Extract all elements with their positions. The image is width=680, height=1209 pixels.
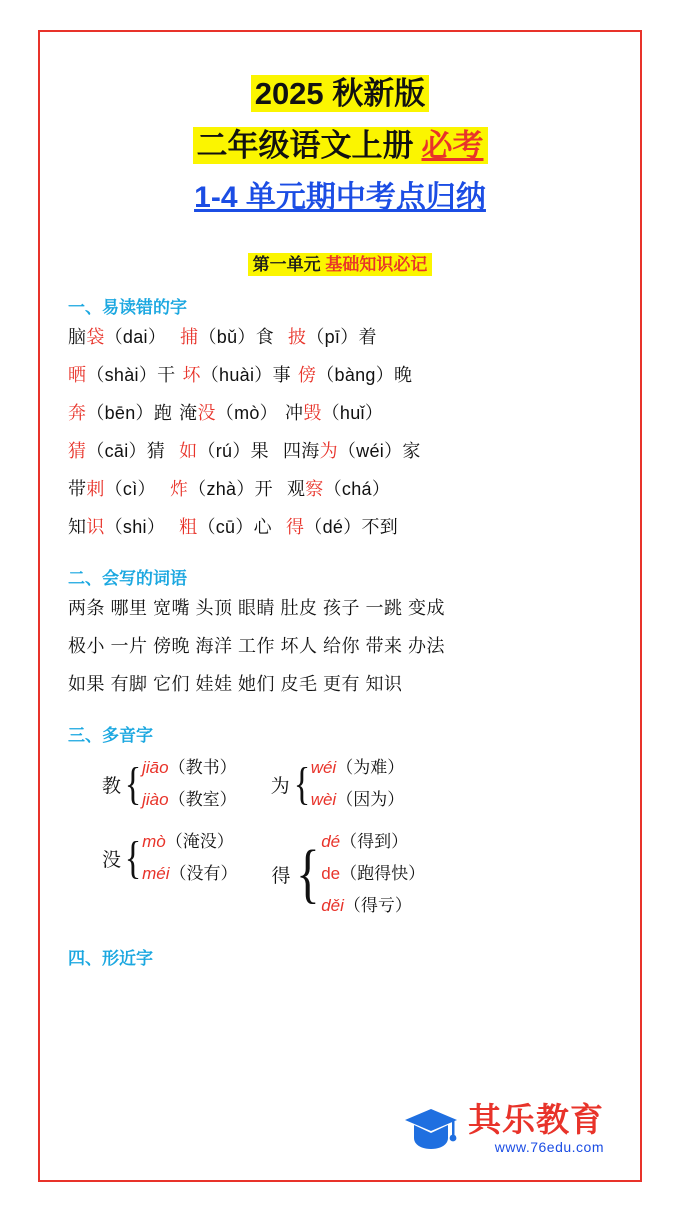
polyphone-reading [321, 890, 425, 922]
page-border-frame [38, 30, 642, 1182]
title-line-3-text: 1-4 单元期中考点归纳 [194, 181, 486, 214]
char-text-red: 粗 [179, 517, 198, 537]
char-text-red: 晒 [68, 365, 87, 385]
char-pinyin: （bàng）晚 [316, 365, 413, 385]
polyphone-readings [321, 826, 425, 922]
polyphone-row [68, 826, 612, 922]
hard-char-row [68, 394, 612, 432]
gloss: （没有） [169, 864, 238, 883]
gloss: （淹没） [165, 832, 234, 851]
char-text-red: 坏 [182, 365, 201, 385]
char-text: 四海 [282, 441, 320, 461]
char-pinyin: （mò） [215, 403, 278, 423]
polyphone-group-wei [271, 752, 405, 816]
char-text-red: 识 [86, 517, 105, 537]
section-heading-polyphones: 三、多音字 [68, 726, 153, 745]
gloss: （得到） [340, 832, 409, 851]
polyphone-reading [321, 826, 425, 858]
char-text-red: 袋 [86, 327, 105, 347]
document-content [40, 32, 640, 969]
char-text: 知 [68, 517, 87, 537]
char-text: 带 [68, 479, 87, 499]
polyphone-group-mei [102, 826, 238, 890]
char-text-red: 如 [179, 441, 198, 461]
polyphone-char: 为 [270, 775, 290, 797]
polyphone-reading [142, 826, 237, 858]
char-text-red: 捕 [180, 327, 199, 347]
pinyin: wèi [310, 790, 337, 809]
unit-heading-inner [248, 253, 433, 276]
unit-heading [68, 250, 612, 275]
gloss: （跑得快） [340, 864, 426, 883]
pinyin: děi [321, 896, 344, 915]
char-pinyin: （cì） [104, 479, 156, 499]
polyphone-reading [142, 752, 236, 784]
pinyin: méi [142, 864, 170, 883]
char-text-red: 刺 [86, 479, 105, 499]
char-pinyin: （wéi）家 [337, 441, 421, 461]
polyphone-row [68, 752, 612, 816]
hard-char-row [68, 470, 612, 508]
char-pinyin: （zhà）开 [188, 479, 273, 499]
char-text-red: 没 [197, 403, 216, 423]
char-text-red: 炸 [169, 479, 189, 499]
section-heading-hard-chars: 一、易读错的字 [68, 298, 187, 317]
section-heading-similar-chars: 四、形近字 [68, 949, 153, 968]
char-pinyin: （shi） [104, 517, 166, 537]
char-text: 冲 [285, 403, 304, 423]
char-pinyin: （dai） [104, 327, 167, 347]
char-text-red: 察 [305, 479, 324, 499]
title-line-2-highlight: 二年级语文上册 [193, 127, 418, 164]
gloss: （得亏） [343, 896, 412, 915]
char-pinyin: （chá） [323, 479, 391, 499]
brace-decoration: { [293, 758, 310, 809]
polyphone-char: 得 [271, 865, 291, 887]
title-line-1 [68, 68, 612, 120]
logo-name: 其乐教育 [468, 1101, 604, 1138]
char-pinyin: （rú）果 [197, 441, 269, 461]
pinyin: jiào [142, 790, 169, 809]
brace-decoration: { [124, 758, 142, 809]
char-pinyin: （bēn）跑 [86, 403, 173, 423]
char-text-red: 傍 [297, 365, 317, 385]
char-pinyin: （bǔ）食 [198, 327, 274, 347]
words-row: 如果 有脚 它们 娃娃 她们 皮毛 更有 知识 [68, 674, 403, 694]
words-row: 极小 一片 傍晚 海洋 工作 坏人 给你 带来 办法 [68, 636, 446, 656]
graduation-cap-icon [402, 1105, 460, 1153]
pinyin: jiāo [142, 758, 169, 777]
brace-decoration: { [295, 837, 320, 910]
polyphone-reading [142, 784, 236, 816]
unit-heading-prefix: 第一单元 [252, 255, 326, 274]
hard-char-row [68, 432, 612, 470]
pinyin: de [321, 864, 341, 883]
char-text-red: 得 [285, 517, 305, 537]
polyphone-readings [142, 752, 236, 816]
char-text-red: 披 [288, 327, 307, 347]
char-pinyin: （pī）着 [306, 327, 377, 347]
polyphone-group-de [272, 826, 426, 922]
gloss: （为难） [336, 758, 405, 777]
char-text: 淹 [179, 403, 198, 423]
char-text-red: 为 [319, 441, 338, 461]
words-row: 两条 哪里 宽嘴 头顶 眼睛 肚皮 孩子 一跳 变成 [68, 598, 446, 618]
section-heading-words: 二、会写的词语 [68, 569, 187, 588]
polyphone-char: 没 [102, 849, 122, 871]
gloss: （因为） [336, 790, 405, 809]
unit-heading-keyword: 基础知识必记 [325, 255, 428, 274]
char-pinyin: （cū）心 [197, 517, 272, 537]
polyphone-block [68, 752, 612, 922]
polyphone-reading [321, 858, 425, 890]
title-line-1-text: 2025 秋新版 [251, 75, 430, 112]
title-line-2-keyword: 必考 [418, 127, 488, 164]
char-text-red: 猜 [68, 441, 87, 461]
title-line-3 [68, 172, 612, 224]
char-text: 脑 [68, 327, 87, 347]
polyphone-readings [142, 826, 237, 890]
char-text: 观 [286, 479, 306, 499]
char-text-red: 奔 [68, 403, 87, 423]
pinyin: mò [142, 832, 166, 851]
brand-logo [402, 1103, 604, 1154]
polyphone-reading [142, 858, 237, 890]
pinyin: dé [321, 832, 341, 851]
char-pinyin: （shài）干 [86, 365, 176, 385]
brace-decoration: { [124, 832, 142, 883]
logo-text [468, 1103, 604, 1154]
hard-char-row [68, 508, 612, 546]
char-pinyin: （dé）不到 [304, 517, 399, 537]
polyphone-reading [311, 784, 405, 816]
polyphone-readings [311, 752, 405, 816]
char-pinyin: （huài）事 [200, 365, 291, 385]
polyphone-group-jiao [102, 752, 237, 816]
pinyin: wéi [310, 758, 337, 777]
title-line-2 [68, 120, 612, 172]
title-block [68, 68, 612, 224]
hard-char-row [68, 318, 612, 356]
char-text-red: 毁 [303, 403, 322, 423]
gloss: （教室） [168, 790, 237, 809]
logo-url: www.76edu.com [494, 1139, 604, 1155]
polyphone-reading [311, 752, 405, 784]
char-pinyin: （huǐ） [321, 403, 384, 423]
gloss: （教书） [168, 758, 237, 777]
polyphone-char: 教 [102, 775, 122, 797]
char-pinyin: （cāi）猜 [86, 441, 166, 461]
hard-char-row [68, 356, 612, 394]
